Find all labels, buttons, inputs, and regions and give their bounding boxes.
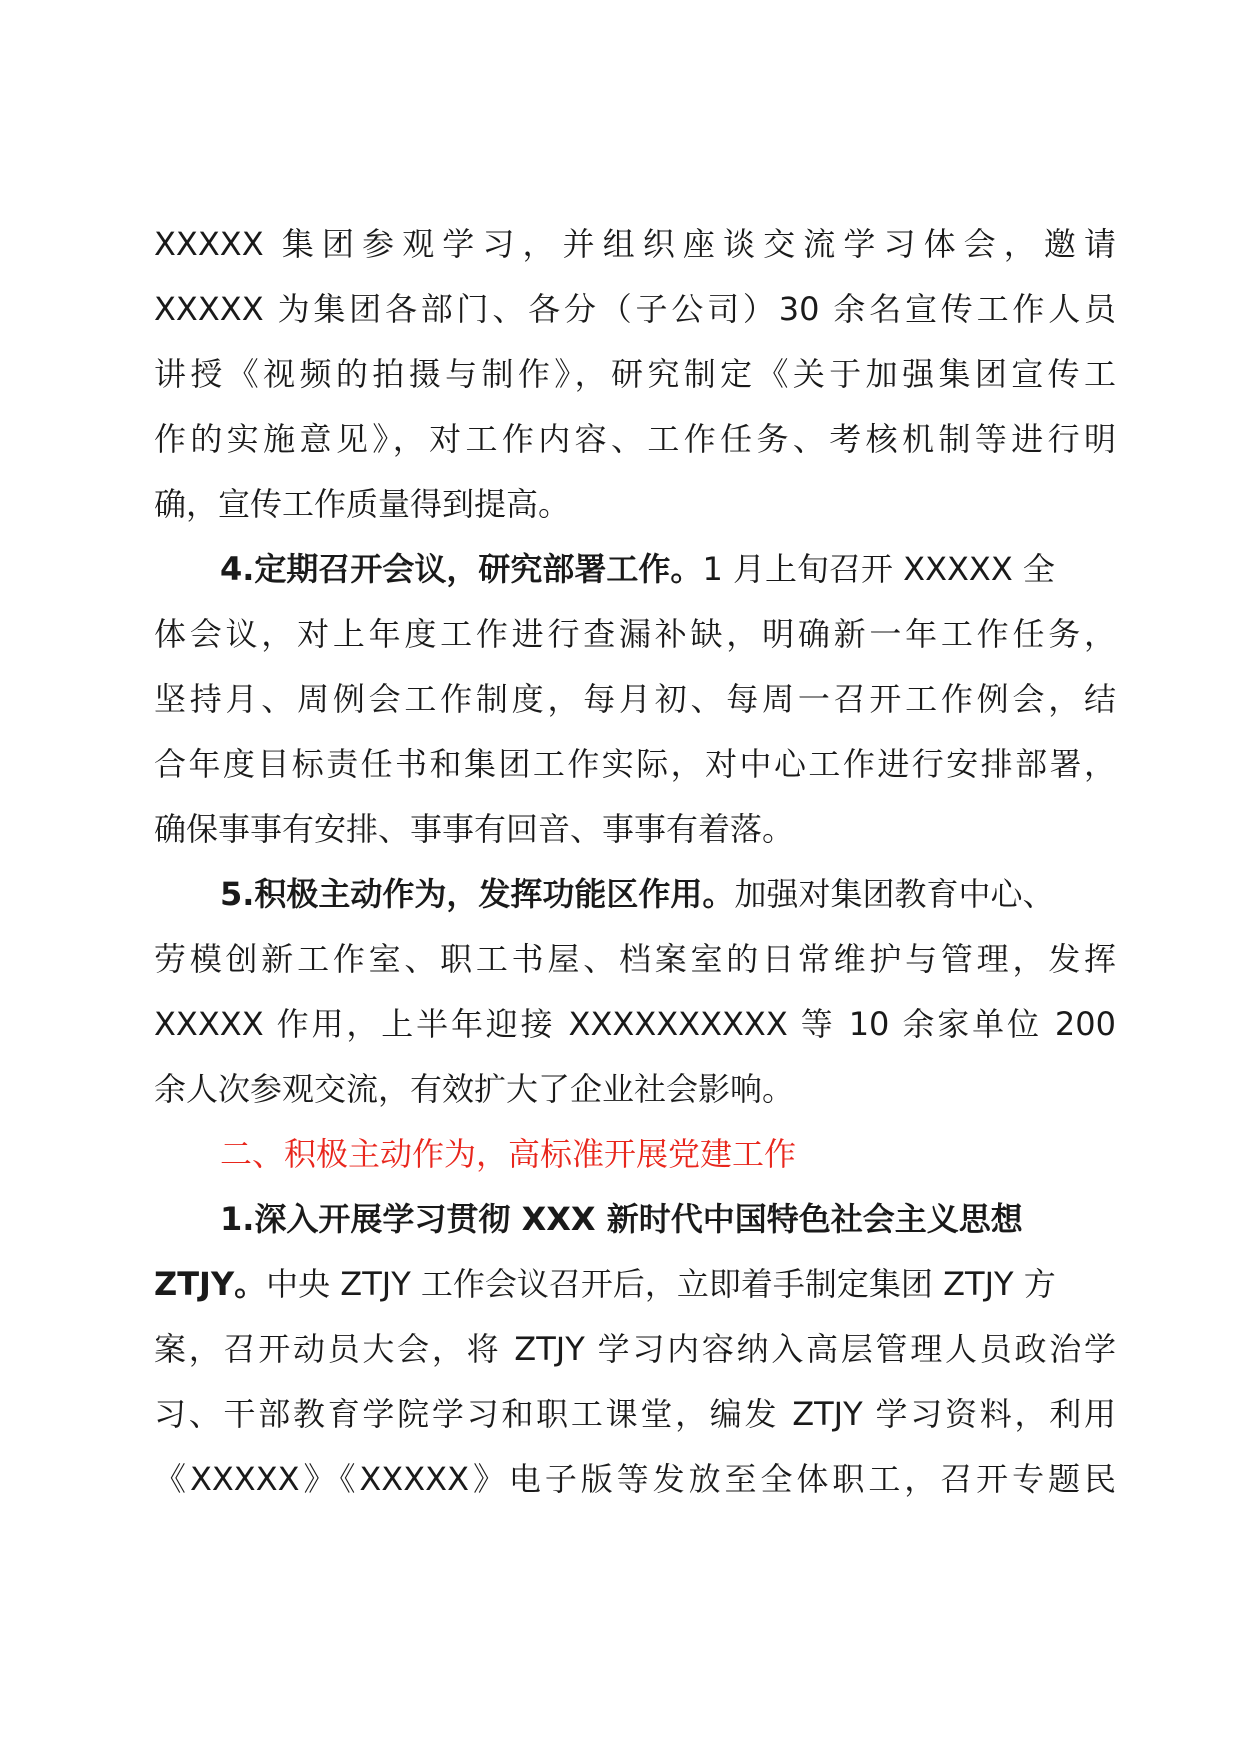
text-line: 劳模创新工作室、职工书屋、档案室的日常维护与管理，发挥 xyxy=(154,940,1116,978)
text-line: XXXXX 为集团各部门、各分（子公司）30 余名宣传工作人员 xyxy=(154,290,1116,328)
text-line: 体会议，对上年度工作进行查漏补缺，明确新一年工作任务， xyxy=(154,615,1116,653)
text-line: 讲授《视频的拍摄与制作》，研究制定《关于加强集团宣传工 xyxy=(154,355,1116,393)
section-heading-2 xyxy=(154,1122,1116,1187)
text-line: 案，召开动员大会，将 ZTJY 学习内容纳入高层管理人员政治学 xyxy=(154,1330,1116,1368)
text-line: 合年度目标责任书和集团工作实际，对中心工作进行安排部署， xyxy=(154,745,1116,783)
item-heading: 4.定期召开会议，研究部署工作。 xyxy=(220,550,703,588)
paragraph-item-4 xyxy=(154,537,1116,862)
text-line: XXXXX 作用，上半年迎接 XXXXXXXXXX 等 10 余家单位 200 xyxy=(154,1005,1116,1043)
item-heading: 5.积极主动作为，发挥功能区作用。 xyxy=(220,875,735,913)
item-text: 1 月上旬召开 XXXXX 全 xyxy=(702,550,1055,588)
text-line: XXXXX 集团参观学习，并组织座谈交流学习体会，邀请 xyxy=(154,225,1116,263)
text-line: 确，宣传工作质量得到提高。 xyxy=(154,485,571,523)
paragraph-item-1 xyxy=(154,1187,1116,1512)
item-text: 中央 ZTJY 工作会议召开后，立即着手制定集团 ZTJY 方 xyxy=(266,1265,1056,1303)
item-first-line xyxy=(154,862,1116,927)
text-line: 《XXXXX》《XXXXX》电子版等发放至全体职工，召开专题民 xyxy=(154,1460,1116,1498)
item-first-line xyxy=(154,537,1116,602)
text-line: 确保事事有安排、事事有回音、事事有着落。 xyxy=(154,810,795,848)
item-heading: 1.深入开展学习贯彻 XXX 新时代中国特色社会主义思想 xyxy=(220,1200,1023,1238)
text-line: 坚持月、周例会工作制度，每月初、每周一召开工作例会，结 xyxy=(154,680,1116,718)
section-heading: 二、积极主动作为，高标准开展党建工作 xyxy=(220,1135,797,1173)
item-heading-cont: ZTJY。 xyxy=(154,1265,267,1303)
item-first-line xyxy=(154,1252,1116,1317)
text-line: 余人次参观交流，有效扩大了企业社会影响。 xyxy=(154,1070,795,1108)
document-body xyxy=(154,212,1116,1512)
paragraph-continuation xyxy=(154,212,1116,537)
text-line: 作的实施意见》，对工作内容、工作任务、考核机制等进行明 xyxy=(154,420,1116,458)
item-text: 加强对集团教育中心、 xyxy=(734,875,1055,913)
text-line: 习、干部教育学院学习和职工课堂，编发 ZTJY 学习资料，利用 xyxy=(154,1395,1116,1433)
paragraph-item-5 xyxy=(154,862,1116,1122)
